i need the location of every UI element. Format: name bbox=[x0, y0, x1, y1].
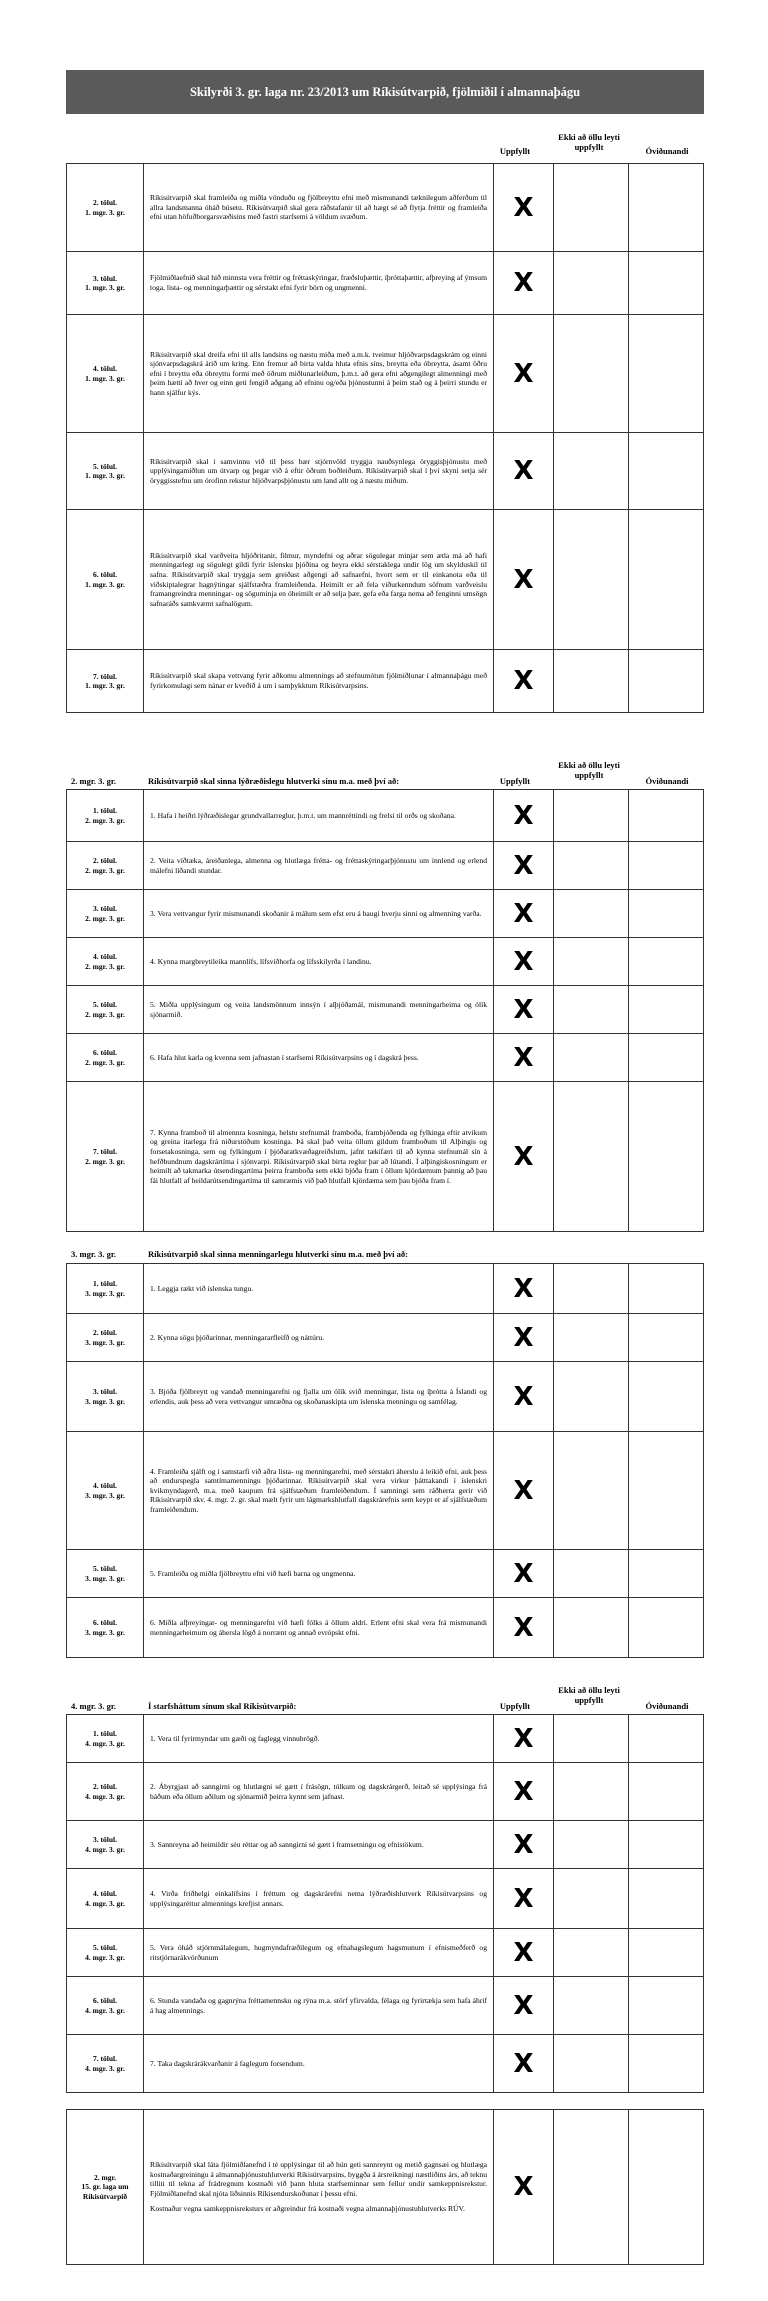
requirement-text bbox=[144, 2035, 494, 2093]
requirement-paragraph: 4. Kynna margbreytileika mannlífs, lífsviðhorfa og lífsskilyrða í landinu. bbox=[150, 956, 372, 966]
unacceptable-cell bbox=[629, 433, 704, 510]
unacceptable-cell bbox=[629, 1362, 704, 1432]
document-title: Skilyrði 3. gr. laga nr. 23/2013 um Ríkisútvarpið, fjölmiðil í almannaþágu bbox=[66, 70, 704, 114]
article-reference-line: 1. mgr. 3. gr. bbox=[85, 471, 125, 480]
partially-fulfilled-cell bbox=[554, 252, 629, 315]
article-reference-line: 3. mgr. 3. gr. bbox=[85, 1573, 125, 1583]
article-reference bbox=[67, 1550, 144, 1598]
fulfilled-mark: X bbox=[494, 890, 554, 938]
table-row bbox=[67, 433, 704, 510]
article-reference bbox=[67, 1715, 144, 1763]
requirement-text bbox=[144, 1550, 494, 1598]
article-reference-line: 7. tölul. bbox=[93, 2054, 117, 2063]
table-row bbox=[67, 1869, 704, 1929]
table-row bbox=[67, 1763, 704, 1821]
partially-fulfilled-cell bbox=[554, 2035, 629, 2093]
requirements-table-4 bbox=[66, 1714, 704, 2093]
article-reference bbox=[67, 890, 144, 938]
requirement-paragraph: Ríkisútvarpið skal framleiða og miðla vönduðu og fjölbreyttu efni með mismunandi tæknilegum aðferðum til allra landsmanna óháð búsetu. Ríkisútvarpið skal gera ráðstafanir til að hægt sé að flytja fréttir og framleiða efni utan höfuðborgarsvæðisins með fastri starfsemi á völdum svæðum. bbox=[150, 193, 487, 222]
table-row bbox=[67, 1715, 704, 1763]
fulfilled-mark: X bbox=[494, 164, 554, 252]
unacceptable-cell bbox=[629, 315, 704, 433]
unacceptable-cell bbox=[629, 890, 704, 938]
article-reference-line: 5. tölul. bbox=[93, 1564, 117, 1573]
fulfilled-mark: X bbox=[494, 1821, 554, 1869]
col-no-header: Ekki að öllu leyti uppfyllt bbox=[558, 760, 620, 780]
requirement-text bbox=[144, 1715, 494, 1763]
table-row bbox=[67, 890, 704, 938]
article-reference bbox=[67, 164, 144, 252]
fulfilled-mark: X bbox=[494, 1550, 554, 1598]
article-reference bbox=[67, 1082, 144, 1232]
fulfilled-mark: X bbox=[494, 510, 554, 650]
requirement-paragraph: 5. Vera óháð stjórnmálalegum, hugmyndafræðilegum og efnahagslegum hagsmunum í efnismeðferð og ritstjórnarákvörðunum bbox=[150, 1942, 487, 1962]
partially-fulfilled-cell bbox=[554, 1869, 629, 1929]
requirements-table-1 bbox=[66, 163, 704, 713]
requirement-text bbox=[144, 1082, 494, 1232]
article-reference-line: 3. mgr. 3. gr. bbox=[85, 1288, 125, 1298]
unacceptable-cell bbox=[629, 842, 704, 890]
fulfilled-mark: X bbox=[494, 2110, 554, 2265]
requirement-text bbox=[144, 1314, 494, 1362]
unacceptable-cell bbox=[629, 164, 704, 252]
article-reference-line: 2. mgr. 3. gr. bbox=[85, 961, 125, 971]
unacceptable-cell bbox=[629, 1264, 704, 1314]
partially-fulfilled-cell bbox=[554, 1034, 629, 1082]
partially-fulfilled-cell bbox=[554, 164, 629, 252]
requirement-text bbox=[144, 315, 494, 433]
requirement-paragraph: 1. Leggja rækt við íslenska tungu. bbox=[150, 1283, 254, 1293]
unacceptable-cell bbox=[629, 1432, 704, 1550]
partially-fulfilled-cell bbox=[554, 2110, 629, 2265]
requirement-paragraph: 2. Kynna sögu þjóðarinnar, menningararfleifð og náttúru. bbox=[150, 1332, 325, 1342]
col-no-header: Ekki að öllu leyti uppfyllt bbox=[558, 132, 620, 152]
partially-fulfilled-cell bbox=[554, 315, 629, 433]
article-reference bbox=[67, 315, 144, 433]
unacceptable-cell bbox=[629, 1715, 704, 1763]
requirement-text bbox=[144, 433, 494, 510]
partially-fulfilled-cell bbox=[554, 938, 629, 986]
article-reference-line: 1. tölul. bbox=[93, 1729, 117, 1738]
article-reference bbox=[67, 1821, 144, 1869]
table-row bbox=[67, 1821, 704, 1869]
unacceptable-cell bbox=[629, 1034, 704, 1082]
col-na-header: Óviðunandi bbox=[645, 1701, 689, 1711]
article-reference-line: 6. tölul. bbox=[93, 1996, 117, 2005]
article-reference-line: 2. tölul. bbox=[93, 1782, 117, 1791]
section-2-ref: 2. mgr. 3. gr. bbox=[71, 776, 116, 786]
article-reference-line: 4. mgr. 3. gr. bbox=[85, 1952, 125, 1962]
article-reference-line: 3. mgr. 3. gr. bbox=[85, 1490, 125, 1500]
partially-fulfilled-cell bbox=[554, 986, 629, 1034]
section-3-heading: Ríkisútvarpið skal sinna menningarlegu hlutverki sínu m.a. með því að: bbox=[148, 1249, 409, 1259]
requirements-table-3 bbox=[66, 1263, 704, 1658]
article-reference-line: 4. mgr. 3. gr. bbox=[85, 2063, 125, 2073]
article-reference bbox=[67, 1977, 144, 2035]
fulfilled-mark: X bbox=[494, 1929, 554, 1977]
requirement-paragraph: 6. Hafa hlut karla og kvenna sem jafnastan í starfsemi Ríkisútvarpsins og í dagskrá þess. bbox=[150, 1052, 419, 1062]
table-row bbox=[67, 1082, 704, 1232]
article-reference bbox=[67, 790, 144, 842]
requirement-paragraph: 3. Bjóða fjölbreytt og vandað menningarefni og fjalla um ólík svið menningar, lista og íþrótta á Íslandi og erlendis, auk þess að vera vettvangur umræðna og skoðanaskipta um íslenska menningu og samfélag. bbox=[150, 1386, 487, 1406]
article-reference-line: 6. tölul. bbox=[93, 1618, 117, 1627]
requirement-paragraph: 3. Vera vettvangur fyrir mismunandi skoðanir á málum sem efst eru á baugi hverju sinni og almenning varða. bbox=[150, 908, 482, 918]
article-reference-line: 5. tölul. bbox=[93, 461, 117, 471]
article-reference bbox=[67, 1432, 144, 1550]
col-na-header: Óviðunandi bbox=[645, 776, 689, 786]
article-reference-line: 7. tölul. bbox=[93, 671, 117, 681]
requirement-text bbox=[144, 1034, 494, 1082]
article-reference bbox=[67, 1362, 144, 1432]
unacceptable-cell bbox=[629, 510, 704, 650]
unacceptable-cell bbox=[629, 986, 704, 1034]
article-reference-line: 1. mgr. 3. gr. bbox=[85, 579, 125, 589]
requirement-paragraph: Kostnaður vegna samkeppnisreksturs er aðgreindur frá kostnaði vegna almannaþjónustuhlutverks RÚV. bbox=[150, 2204, 465, 2214]
table-row bbox=[67, 164, 704, 252]
table-row bbox=[67, 842, 704, 890]
article-reference-line: 4. mgr. 3. gr. bbox=[85, 1898, 125, 1908]
article-reference-line: 6. tölul. bbox=[93, 1048, 117, 1057]
fulfilled-mark: X bbox=[494, 1598, 554, 1658]
article-reference-line: 2. mgr. 3. gr. bbox=[85, 815, 125, 825]
article-reference-line: 5. tölul. bbox=[93, 1000, 117, 1009]
requirement-paragraph: Ríkisútvarpið skal dreifa efni til alls landsins og næstu miða með a.m.k. tveimur hljóðvarpsdagskrám og einni sjónvarpsdagskrá árið um kring. Enn fremur að birta valda hluta efnis síns, breytta eða óbreytta, ásamt öðru efni í breyttu eða óbreyttu formi með öðrum miðlunarleiðum, þ.m.t. að gera efni aðgengilegt almenningi með þeim hætti að hver og einn geti fengið aðgang að efninu og/eða þjónustunni á þeim stað og á þeirri stundu er hann sjálfur kýs. bbox=[150, 349, 487, 397]
article-reference bbox=[67, 1264, 144, 1314]
section-3-ref: 3. mgr. 3. gr. bbox=[71, 1249, 116, 1259]
fulfilled-mark: X bbox=[494, 1082, 554, 1232]
requirements-table-5 bbox=[66, 2109, 704, 2265]
article-reference-line: 2. tölul. bbox=[93, 198, 117, 207]
unacceptable-cell bbox=[629, 1082, 704, 1232]
requirement-text bbox=[144, 890, 494, 938]
fulfilled-mark: X bbox=[494, 1314, 554, 1362]
table-row bbox=[67, 790, 704, 842]
fulfilled-mark: X bbox=[494, 1264, 554, 1314]
requirement-text bbox=[144, 1598, 494, 1658]
unacceptable-cell bbox=[629, 1977, 704, 2035]
article-reference bbox=[67, 1763, 144, 1821]
requirement-paragraph: 7. Kynna framboð til almennra kosninga, helstu stefnumál framboða, frambjóðenda og fylkinga eftir atvikum og greina itarlega frá niðurstöðum kosninga. Þá skal það veita öllum gildum framboðum til Alþingis og forsetakosninga, sem og fylkingum í þjóðaratkvæðagreiðslum, jafnt tækifæri til að kynna stefnumál sín á hefðbundnum dagskrártíma í sjónvarpi. Ríkisútvarpið skal birta reglur þar að lútandi. Í alþingiskosningum er heimilt að takmarka útsendingartíma þeirra framboða sem ekki bjóða fram í öllum kjördæmum þannig að þau fái hlutfall af heildarútsendingartíma til samræmis við það hlutfall kjördæma sem þau bjóða fram í. bbox=[150, 1127, 487, 1185]
unacceptable-cell bbox=[629, 1929, 704, 1977]
requirement-paragraph: Fjölmiðlaefnið skal hið minnsta vera fréttir og fréttaskýringar, fræðsluþættir, íþróttaþættir, afþreying af ýmsum toga, lista- og menningarþættir og sérstakt efni fyrir börn og ungmenni. bbox=[150, 273, 487, 292]
requirement-paragraph: 3. Sannreyna að heimildir séu réttar og að sanngirni sé gætt í framsetningu og efnistökum. bbox=[150, 1839, 424, 1849]
article-reference bbox=[67, 938, 144, 986]
partially-fulfilled-cell bbox=[554, 842, 629, 890]
article-reference-line: 2. mgr. 3. gr. bbox=[85, 1057, 125, 1067]
article-reference-line: 1. mgr. 3. gr. bbox=[85, 373, 125, 383]
requirement-text bbox=[144, 2110, 494, 2265]
requirement-text bbox=[144, 1264, 494, 1314]
fulfilled-mark: X bbox=[494, 1362, 554, 1432]
article-reference bbox=[67, 1869, 144, 1929]
requirement-text bbox=[144, 790, 494, 842]
requirement-text bbox=[144, 986, 494, 1034]
unacceptable-cell bbox=[629, 1869, 704, 1929]
partially-fulfilled-cell bbox=[554, 890, 629, 938]
article-reference-line: 1. tölul. bbox=[93, 806, 117, 815]
article-reference-line: 1. mgr. 3. gr. bbox=[85, 283, 125, 292]
requirement-text bbox=[144, 842, 494, 890]
fulfilled-mark: X bbox=[494, 433, 554, 510]
article-reference-line: 2. mgr. 3. gr. bbox=[85, 913, 125, 923]
partially-fulfilled-cell bbox=[554, 1598, 629, 1658]
partially-fulfilled-cell bbox=[554, 1715, 629, 1763]
table-row bbox=[67, 1362, 704, 1432]
partially-fulfilled-cell bbox=[554, 1314, 629, 1362]
article-reference bbox=[67, 2035, 144, 2093]
table-row bbox=[67, 1550, 704, 1598]
fulfilled-mark: X bbox=[494, 1977, 554, 2035]
unacceptable-cell bbox=[629, 1598, 704, 1658]
unacceptable-cell bbox=[629, 2110, 704, 2265]
article-reference-line: 4. tölul. bbox=[93, 1889, 117, 1898]
article-reference bbox=[67, 842, 144, 890]
table-row bbox=[67, 252, 704, 315]
col-yes-header: Uppfyllt bbox=[499, 776, 531, 786]
requirement-text bbox=[144, 938, 494, 986]
article-reference bbox=[67, 510, 144, 650]
article-reference-line: 15. gr. laga um bbox=[81, 2182, 129, 2192]
article-reference-line: 4. mgr. 3. gr. bbox=[85, 2005, 125, 2015]
article-reference bbox=[67, 1314, 144, 1362]
requirement-paragraph: 1. Hafa í heiðri lýðræðislegar grundvallarreglur, þ.m.t. um mannréttindi og frelsi til orðs og skoðana. bbox=[150, 810, 456, 820]
article-reference-line: 3. mgr. 3. gr. bbox=[85, 1627, 125, 1637]
partially-fulfilled-cell bbox=[554, 510, 629, 650]
table-row bbox=[67, 650, 704, 713]
requirement-paragraph: 6. Stunda vandaða og gagnrýna fréttamennsku og rýna m.a. störf yfirvalda, félaga og fyrirtækja sem hafa áhrif á hag almennings. bbox=[150, 1995, 487, 2015]
fulfilled-mark: X bbox=[494, 938, 554, 986]
article-reference-line: 4. tölul. bbox=[93, 364, 117, 373]
unacceptable-cell bbox=[629, 1550, 704, 1598]
section-4-ref: 4. mgr. 3. gr. bbox=[71, 1701, 116, 1711]
table-row bbox=[67, 2035, 704, 2093]
article-reference-line: 7. tölul. bbox=[93, 1147, 117, 1156]
article-reference-line: 2. mgr. 3. gr. bbox=[85, 1009, 125, 1019]
article-reference-line: 3. mgr. 3. gr. bbox=[85, 1337, 125, 1347]
table-row bbox=[67, 510, 704, 650]
section-2-heading: Ríkisútvarpið skal sinna lýðræðislegu hlutverki sínu m.a. með því að: bbox=[148, 776, 400, 786]
article-reference-line: Ríkisútvarpið bbox=[82, 2191, 128, 2201]
unacceptable-cell bbox=[629, 1821, 704, 1869]
article-reference-line: 4. tölul. bbox=[93, 1481, 117, 1490]
requirement-text bbox=[144, 650, 494, 713]
requirement-text bbox=[144, 164, 494, 252]
fulfilled-mark: X bbox=[494, 1034, 554, 1082]
article-reference-line: 2. mgr. bbox=[93, 2172, 116, 2182]
partially-fulfilled-cell bbox=[554, 1362, 629, 1432]
partially-fulfilled-cell bbox=[554, 1082, 629, 1232]
article-reference-line: 2. tölul. bbox=[93, 856, 117, 865]
requirement-text bbox=[144, 1362, 494, 1432]
fulfilled-mark: X bbox=[494, 986, 554, 1034]
requirement-paragraph: Ríkisútvarpið skal láta fjölmiðlanefnd í té upplýsingar til að hún geti sannreynt og metið gagnsæi og hlutlæga kostnaðargreiningu á almannaþjónustuhlutverki Ríkisútvarpsins, byggða á ársreikningi næstliðins árs, að teknu tilliti til tekna af frádregnum kostnaði við þann hluta starfseminnar sem fellur undir samkeppnisrekstur. Fjölmiðlanefnd skal njóta liðsinnis Ríkisendurskoðunar í þessu efni. bbox=[150, 2160, 487, 2198]
article-reference-line: 2. mgr. 3. gr. bbox=[85, 1156, 125, 1166]
fulfilled-mark: X bbox=[494, 2035, 554, 2093]
article-reference-line: 4. mgr. 3. gr. bbox=[85, 1844, 125, 1854]
fulfilled-mark: X bbox=[494, 650, 554, 713]
partially-fulfilled-cell bbox=[554, 1550, 629, 1598]
partially-fulfilled-cell bbox=[554, 433, 629, 510]
table-row bbox=[67, 1314, 704, 1362]
unacceptable-cell bbox=[629, 1763, 704, 1821]
article-reference-line: 4. mgr. 3. gr. bbox=[85, 1738, 125, 1748]
partially-fulfilled-cell bbox=[554, 1821, 629, 1869]
requirement-text bbox=[144, 1821, 494, 1869]
requirement-paragraph: 1. Vera til fyrirmyndar um gæði og faglegg vinnubrögð. bbox=[150, 1733, 320, 1743]
article-reference bbox=[67, 1034, 144, 1082]
fulfilled-mark: X bbox=[494, 842, 554, 890]
fulfilled-mark: X bbox=[494, 1432, 554, 1550]
requirement-paragraph: Ríkisútvarpið skal í samvinnu við til þess bær stjórnvöld tryggja nauðsynlega öryggisþjónustu með upplýsingamiðlun um útvarp og þegar við á eftir öðrum boðleiðum. Ríkisútvarpið skal í því skyni setja sér öryggisstefnu um órofinn rekstur hljóðvarpsþjónustu um land allt og á næstu miðum. bbox=[150, 456, 487, 485]
article-reference-line: 2. mgr. 3. gr. bbox=[85, 865, 125, 875]
table-row bbox=[67, 1264, 704, 1314]
requirement-paragraph: 4. Framleiða sjálft og í samstarfi við aðra lista- og menningarefni, með sérstakri áherslu á leikið efni, auk þess að endurspegla samtímamenningu þjóðarinnar. Ríkisútvarpið skal vera virkur þátttakandi í íslenskri kvikmyndagerð, m.a. með kaupum frá sjálfstæðum framleiðendum. Í samningi sem ráðherra gerir við Ríkisútvarpið skv. 4. mgr. 2. gr. skal mælt fyrir um lágmarkshlutfall dagskrárefnis sem keypt er af sjálfstæðum framleiðendum. bbox=[150, 1466, 487, 1514]
col-yes-header: Uppfyllt bbox=[499, 1701, 531, 1711]
fulfilled-mark: X bbox=[494, 1715, 554, 1763]
unacceptable-cell bbox=[629, 790, 704, 842]
col-na-header: Óviðunandi bbox=[645, 146, 689, 156]
table-row bbox=[67, 1929, 704, 1977]
article-reference bbox=[67, 1598, 144, 1658]
requirement-paragraph: 5. Miðla upplýsingum og veita landsmönnum innsýn í alþjóðamál, mismunandi menningarheima og ólík sjónarmið. bbox=[150, 999, 487, 1019]
table-row bbox=[67, 1977, 704, 2035]
requirement-paragraph: 2. Ábyrgjast að sanngirni og hlutlægni sé gætt í frásögn, túlkum og dagskrárgerð, leitað sé upplýsinga frá báðum eða öllum aðilum og sjónarmið þeirra kynnt sem jafnast. bbox=[150, 1781, 487, 1801]
requirement-text bbox=[144, 252, 494, 315]
article-reference-line: 1. tölul. bbox=[93, 1279, 117, 1288]
article-reference bbox=[67, 252, 144, 315]
requirement-text bbox=[144, 1432, 494, 1550]
table-row bbox=[67, 315, 704, 433]
partially-fulfilled-cell bbox=[554, 790, 629, 842]
partially-fulfilled-cell bbox=[554, 1264, 629, 1314]
section-4-heading: Í starfsháttum sínum skal Ríkisútvarpið: bbox=[148, 1701, 297, 1711]
article-reference bbox=[67, 433, 144, 510]
fulfilled-mark: X bbox=[494, 1763, 554, 1821]
article-reference-line: 3. tölul. bbox=[93, 1387, 117, 1396]
requirement-paragraph: 5. Framleiða og miðla fjölbreyttu efni við hæfi barna og ungmenna. bbox=[150, 1568, 356, 1578]
col-no-header: Ekki að öllu leyti uppfyllt bbox=[558, 1685, 620, 1705]
requirement-paragraph: 7. Taka dagskrárákvarðanir á faglegum forsendum. bbox=[150, 2058, 305, 2068]
unacceptable-cell bbox=[629, 1314, 704, 1362]
col-yes-header: Uppfyllt bbox=[499, 146, 531, 156]
fulfilled-mark: X bbox=[494, 315, 554, 433]
article-reference-line: 3. mgr. 3. gr. bbox=[85, 1396, 125, 1406]
article-reference bbox=[67, 1929, 144, 1977]
table-row bbox=[67, 1598, 704, 1658]
article-reference-line: 4. mgr. 3. gr. bbox=[85, 1791, 125, 1801]
requirement-text bbox=[144, 1763, 494, 1821]
article-reference-line: 4. tölul. bbox=[93, 952, 117, 961]
requirement-text bbox=[144, 510, 494, 650]
fulfilled-mark: X bbox=[494, 1869, 554, 1929]
article-reference-line: 6. tölul. bbox=[93, 570, 117, 579]
requirement-paragraph: 4. Virða friðhelgi einkalífsins í fréttum og dagskrárefni nema lýðræðishlutverk Ríkisútvarpsins og upplýsingaréttur almennings krefjist annars. bbox=[150, 1888, 487, 1908]
unacceptable-cell bbox=[629, 938, 704, 986]
requirement-text bbox=[144, 1929, 494, 1977]
article-reference bbox=[67, 650, 144, 713]
partially-fulfilled-cell bbox=[554, 1763, 629, 1821]
requirement-paragraph: 2. Veita víðtæka, áreiðanlega, almenna og hlutlæga frétta- og fréttaskýringarþjónustu um innlend og erlend málefni líðandi stundar. bbox=[150, 855, 487, 875]
fulfilled-mark: X bbox=[494, 252, 554, 315]
article-reference bbox=[67, 2110, 144, 2265]
requirements-table-2 bbox=[66, 789, 704, 1232]
article-reference-line: 3. tölul. bbox=[93, 273, 117, 283]
partially-fulfilled-cell bbox=[554, 1929, 629, 1977]
table-row bbox=[67, 2110, 704, 2265]
table-row bbox=[67, 938, 704, 986]
unacceptable-cell bbox=[629, 650, 704, 713]
article-reference-line: 2. tölul. bbox=[93, 1328, 117, 1337]
article-reference bbox=[67, 986, 144, 1034]
table-row bbox=[67, 1034, 704, 1082]
requirement-paragraph: Ríkisútvarpið skal skapa vettvang fyrir aðkomu almennings að stefnumótun fjölmiðlunar í almannaþágu með fyrirkomulagi sem nánar er kveðið á um í samþykktum Ríkisútvarpsins. bbox=[150, 671, 487, 690]
article-reference-line: 1. mgr. 3. gr. bbox=[85, 681, 125, 690]
requirement-text bbox=[144, 1869, 494, 1929]
requirement-paragraph: Ríkisútvarpið skal varðveita hljóðritanir, filmur, myndefni og aðrar sögulegar minjar sem ætla má að hafi menningarlegt og sögulegt gildi fyrir íslensku þjóðina og heyra ekki sérstaklega undir lög um skylduskil til safna. Ríkisútvarpið skal tryggja sem greiðast aðgengi að safnaefni, hvort sem er til einkanota eða til viðskiptalegrar hagnýtingar sjálfstæðra framleiðenda. Heimilt er að fela viðurkenndum söfnum varðveislu framangreindra menningar- og söguminja en óheimilt er að selja þær, gefa eða farga nema að fenginni umsögn safnaráðs samkvæmt safnalögum. bbox=[150, 550, 487, 608]
unacceptable-cell bbox=[629, 2035, 704, 2093]
table-row bbox=[67, 986, 704, 1034]
partially-fulfilled-cell bbox=[554, 650, 629, 713]
article-reference-line: 3. tölul. bbox=[93, 1835, 117, 1844]
partially-fulfilled-cell bbox=[554, 1432, 629, 1550]
requirement-text bbox=[144, 1977, 494, 2035]
table-row bbox=[67, 1432, 704, 1550]
partially-fulfilled-cell bbox=[554, 1977, 629, 2035]
article-reference-line: 3. tölul. bbox=[93, 904, 117, 913]
fulfilled-mark: X bbox=[494, 790, 554, 842]
unacceptable-cell bbox=[629, 252, 704, 315]
article-reference-line: 1. mgr. 3. gr. bbox=[85, 207, 125, 217]
requirement-paragraph: 6. Miðla afþreyingar- og menningarefni við hæfi fólks á öllum aldri. Erlent efni skal vera frá mismunandi menningarheimum og áhersla lögð á norrænt og annað evrópskt efni. bbox=[150, 1617, 487, 1637]
article-reference-line: 5. tölul. bbox=[93, 1943, 117, 1952]
